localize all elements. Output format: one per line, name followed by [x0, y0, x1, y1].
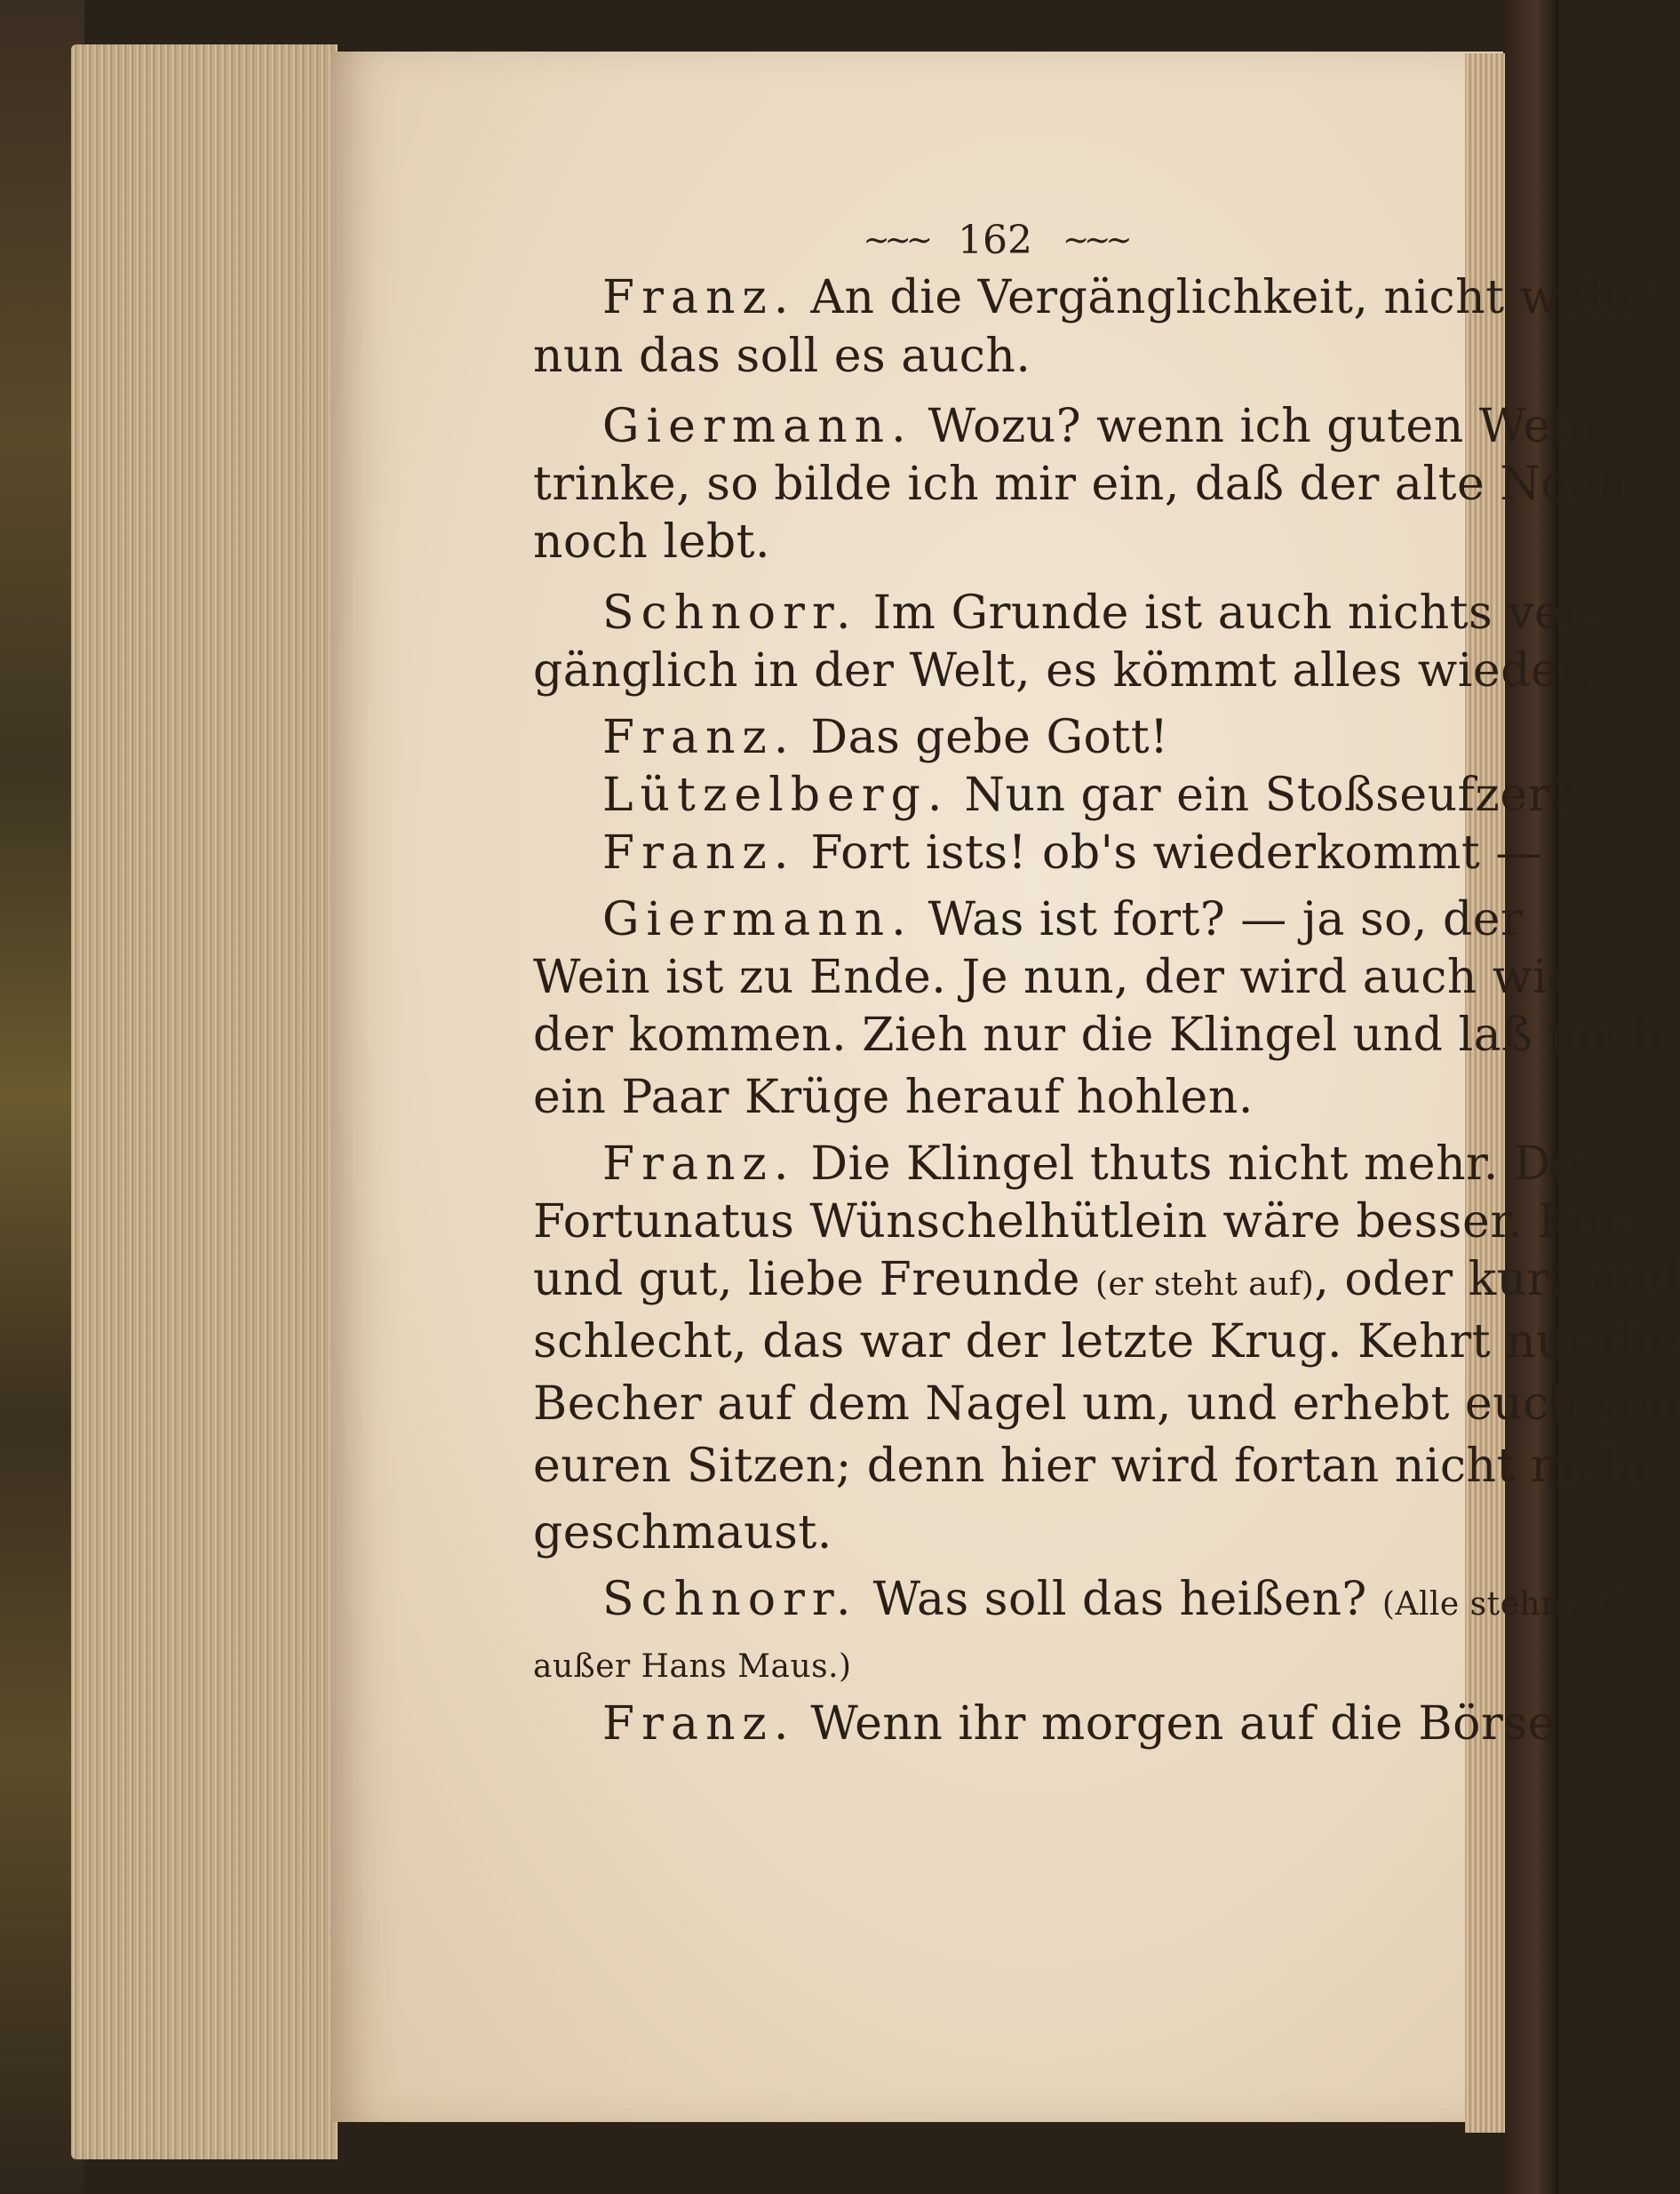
speaker-name: Franz.	[602, 1697, 796, 1751]
line-text: , oder kurz und	[1314, 1253, 1680, 1306]
text-line	[533, 267, 1666, 329]
text-line	[533, 511, 1461, 573]
book-cover-right	[1505, 0, 1558, 2194]
speaker-name: Giermann.	[602, 400, 913, 453]
line-text: Was ist fort? — ja so, der	[912, 893, 1524, 946]
line-text: Was soll das heißen?	[857, 1573, 1382, 1626]
line-text: Wenn ihr morgen auf die Börse	[795, 1697, 1556, 1751]
line-text: nun das soll es auch.	[533, 330, 1031, 383]
line-text: euren Sitzen; denn hier wird fortan nicht mehr	[533, 1440, 1656, 1493]
header-ornament-right: ~~~	[1062, 221, 1127, 259]
page-edges-right	[1465, 53, 1509, 2133]
speaker-name: Giermann.	[602, 893, 913, 946]
header-ornament-left: ~~~	[863, 221, 928, 259]
line-text: trinke, so bilde ich mir ein, daß der alte Noah	[533, 458, 1628, 511]
text-line	[533, 1693, 1556, 1755]
text-line	[533, 1249, 1680, 1311]
page-header	[835, 213, 1155, 267]
line-text: Die Klingel thuts nicht mehr. Des	[795, 1137, 1604, 1191]
text-line	[533, 764, 1576, 826]
text-line	[533, 1066, 1461, 1129]
text-line	[533, 1191, 1650, 1253]
page-number: 162	[958, 217, 1032, 263]
text-line	[533, 1631, 1461, 1693]
text-line	[533, 640, 1591, 702]
text-line	[533, 1133, 1604, 1195]
line-text: An die Vergänglichkeit, nicht wahr?	[795, 271, 1666, 324]
speaker-name: Lützelberg.	[602, 769, 950, 822]
speaker-name: Franz.	[602, 711, 796, 764]
text-line	[533, 325, 1461, 387]
speaker-name: Franz.	[602, 1137, 796, 1191]
speaker-name: Franz.	[602, 826, 796, 880]
text-line	[533, 453, 1628, 515]
text-line	[533, 1502, 1461, 1564]
line-text: Wozu? wenn ich guten Wein	[912, 400, 1596, 453]
stage-direction: (Alle stehn auf,	[1381, 1586, 1635, 1623]
page-edges-left	[71, 44, 338, 2159]
text-line	[533, 1004, 1663, 1066]
line-text: noch lebt.	[533, 515, 771, 569]
text-line	[533, 706, 1461, 769]
line-text: gänglich in der Welt, es kömmt alles wieder.	[533, 644, 1591, 698]
stage-direction: außer Hans Maus.)	[533, 1648, 852, 1685]
text-line	[533, 1311, 1677, 1373]
line-text: Fortunatus Wünschelhütlein wäre besser. Kurz	[533, 1195, 1650, 1249]
speaker-name: Franz.	[602, 271, 796, 324]
text-line	[533, 582, 1601, 644]
stage-direction: (er steht auf)	[1095, 1266, 1315, 1303]
text-line	[533, 395, 1596, 458]
speaker-name: Schnorr.	[602, 1573, 858, 1626]
text-line	[533, 1435, 1656, 1497]
line-text: schlecht, das war der letzte Krug. Kehrt nur die	[533, 1315, 1677, 1368]
text-line	[533, 946, 1592, 1009]
line-text: Wein ist zu Ende. Je nun, der wird auch wie-	[533, 951, 1592, 1004]
line-text: geschmaust.	[533, 1506, 832, 1560]
line-text: Becher auf dem Nagel um, und erhebt euch von	[533, 1377, 1680, 1431]
text-line	[533, 822, 1542, 884]
speaker-name: Schnorr.	[602, 586, 858, 640]
text-line	[533, 889, 1524, 951]
text-line	[533, 1568, 1635, 1631]
line-text: Im Grunde ist auch nichts ver-	[857, 586, 1601, 640]
line-text: Nun gar ein Stoßseufzer?	[949, 769, 1576, 822]
line-text: Fort ists! ob's wiederkommt —	[795, 826, 1542, 880]
line-text: und gut, liebe Freunde	[533, 1253, 1095, 1306]
line-text: der kommen. Zieh nur die Klingel und laß noch	[533, 1009, 1663, 1062]
line-text: ein Paar Krüge herauf hohlen.	[533, 1071, 1254, 1124]
text-line	[533, 1373, 1680, 1435]
line-text: Das gebe Gott!	[795, 711, 1169, 764]
